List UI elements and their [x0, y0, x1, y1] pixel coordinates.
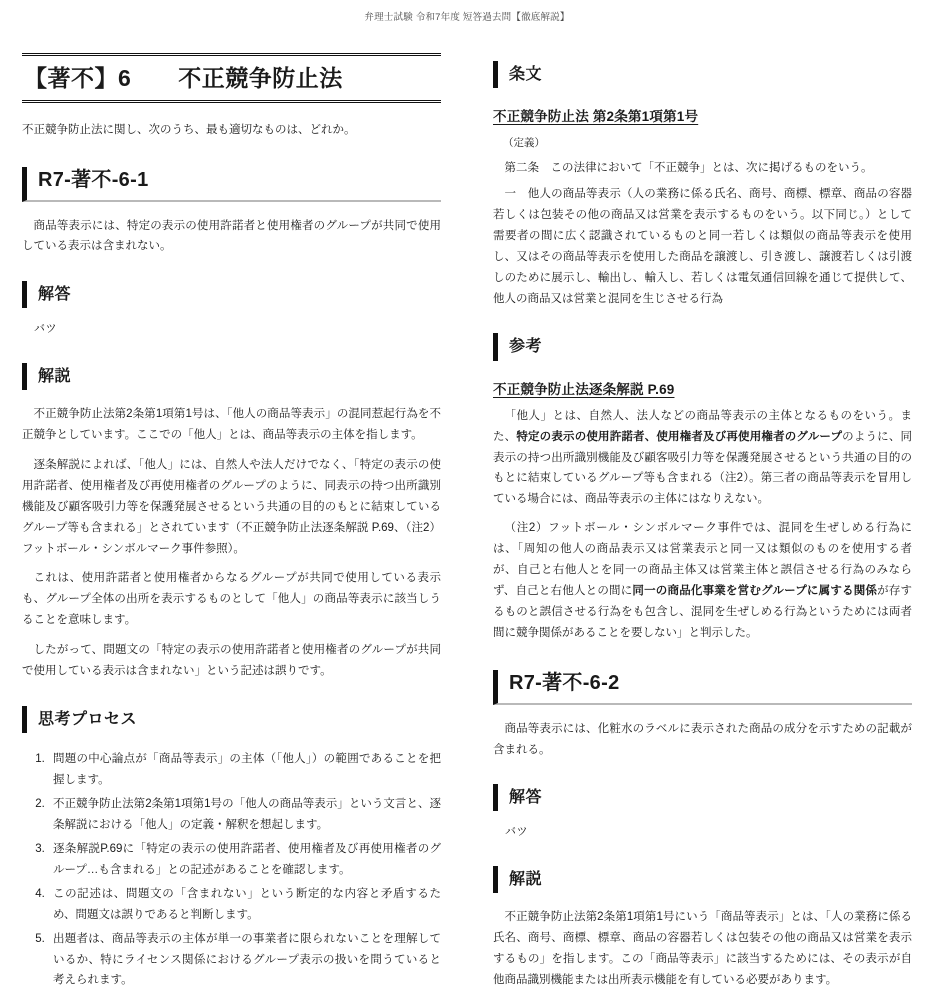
answer-heading-2: 解答: [493, 784, 912, 811]
page-title: 【著不】6 不正競争防止法: [24, 65, 343, 91]
explanation-body-1: [22, 404, 441, 682]
right-column: [467, 23, 934, 991]
list-item: 1. 問題の中心論点が「商品等表示」の主体（「他人」）の範囲であることを把握します。: [48, 749, 441, 791]
explanation-paragraph: 逐条解説によれば、「他人」には、自然人や法人だけでなく、「特定の表示の使用許諾者、使用権者及び再使用権者のグループのように、同表示の持つ出所識別機能及び顧客吸引力等を保護発展させるという共通の目的のもとに結束しているグループ等も含まれる」とされています（不正競争防止法逐条解説 P.69、（注2）フットボール・シンボルマーク事件参照）。: [22, 458, 441, 555]
explanation-paragraph: 不正競争防止法第2条第1項第1号にいう「商品等表示」とは、「人の業務に係る氏名、商号、商標、標章、商品の容器若しくは包装その他の商品又は営業を表示するもの」を指します。この「商品等表示」に該当するためには、その表示が自他商品識別機能または出所表示機能を有している必要があります。: [493, 911, 912, 987]
answer-heading-1: 解答: [22, 281, 441, 308]
question-lead-text: 不正競争防止法に関し、次のうち、最も適切なものは、どれか。: [22, 124, 356, 137]
statute-caption: （定義）: [503, 137, 545, 150]
emphasized-text: 特定の表示の使用許諾者、使用権者及び再使用権者のグループ: [516, 430, 843, 443]
explanation-paragraph: 不正競争防止法第2条第1項第1号は、「他人の商品等表示」の混同惹起行為を不正競争としています。ここでの「他人」とは、商品等表示の主体を指します。: [22, 408, 441, 441]
explanation-paragraph: これは、使用許諾者と使用権者からなるグループが共同で使用している表示も、グループ全体の出所を表示するものとして「他人」の商品等表示に該当しうることを意味します。: [22, 572, 441, 627]
reference-citation: 不正競争防止法逐条解説 P.69: [493, 381, 675, 397]
left-column: [0, 23, 467, 994]
statute-item-1: 一 他人の商品等表示（人の業務に係る氏名、商号、商標、標章、商品の容器若しくは包装その他の商品又は営業を表示するものをいう。以下同じ。）として需要者の間に広く認識されているものと同一若しくは類似の商品等表示を使用し、又はその商品等表示を使用した商品を譲渡し、引き渡し、譲渡若しくは引渡しのために展示し、輸出し、輸入し、若しくは電気通信回線を通じて提供して、他人の商品又は営業と混同を生じさせる行為: [493, 187, 912, 305]
statute-paragraph: 第二条 この法律において「不正競争」とは、次に掲げるものをいう。: [504, 162, 873, 175]
explanation-paragraph: したがって、問題文の「特定の表示の使用許諾者と使用権者のグループが共同で使用している表示は含まれない」という記述は誤りです。: [22, 644, 441, 678]
answer-value-1: バツ: [34, 323, 57, 336]
document-title-block: [22, 53, 441, 103]
statute-heading: 条文: [493, 61, 912, 88]
explanation-heading-2: 解説: [493, 866, 912, 893]
two-column-body: [0, 23, 934, 987]
question-heading-1: R7-著不-6-1: [22, 167, 441, 202]
plain-text: （注2）フットボール・シンボルマーク事件では、混同を生ぜしめる行為には、「周知の他人の商品表示又は営業表示と同一又は類似のものを使用する者が、自己と右他人とを同一の商品主体又は営業主体と誤信させる行為のみならず、自己と右他人との間に: [493, 522, 912, 598]
explanation-heading-1: 解説: [22, 363, 441, 390]
list-item: 2. 不正競争防止法第2条第1項第1号の「他人の商品等表示」という文言と、逐条解説における「他人」の定義・解釈を想起します。: [48, 794, 441, 836]
list-item: 4. この記述は、問題文の「含まれない」という断定的な内容と矛盾するため、問題文は誤りであると判断します。: [48, 884, 441, 926]
question-stem-1: 商品等表示には、特定の表示の使用許諾者と使用権者のグループが共同で使用している表示は含まれない。: [22, 219, 441, 253]
list-item: 5. 出題者は、商品等表示の主体が単一の事業者に限られないことを理解しているか、特にライセンス関係におけるグループ表示の扱いを問うていると考えられます。: [48, 929, 441, 992]
question-stem-2: 商品等表示には、化粧水のラベルに表示された商品の成分を示すための記載が含まれる。: [493, 722, 912, 756]
running-header: 弁理士試験 令和7年度 短答過去問【徹底解説】: [364, 12, 570, 23]
answer-value-2: バツ: [505, 826, 528, 839]
process-heading-1: 思考プロセス: [22, 706, 441, 733]
plain-text: 「他人」とは、自然人、法人などの商品等表示の主体となるものをいう。また、: [493, 409, 912, 443]
plain-text: のように、同表示の持つ出所識別機能及び顧客吸引力等を保護発展させるという共通の目的のもとに結束しているグループ等も含まれる（注2）。第三者の商品等表示を冒用している場合には、商品等表示の主体にはなりえない。: [493, 430, 913, 506]
reference-paragraph: [493, 518, 912, 644]
explanation-body-2: [493, 907, 912, 991]
list-item: 3. 逐条解説P.69に「特定の表示の使用許諾者、使用権者及び再使用権者のグループ…も含まれる」との記述があることを確認します。: [48, 839, 441, 881]
statute-citation: 不正競争防止法 第2条第1項第1号: [493, 109, 699, 125]
process-list-1: [22, 749, 441, 991]
question-heading-2: R7-著不-6-2: [493, 670, 912, 705]
emphasized-text: 同一の商品化事業を営むグループに属する関係: [632, 585, 878, 598]
plain-text: が存するものと誤信させる行為をも包含し、混同を生ぜしめる行為というためには両者間に競争関係があることを要しない」と判示した。: [493, 585, 912, 639]
reference-heading: 参考: [493, 333, 912, 360]
reference-paragraph: [493, 406, 912, 511]
